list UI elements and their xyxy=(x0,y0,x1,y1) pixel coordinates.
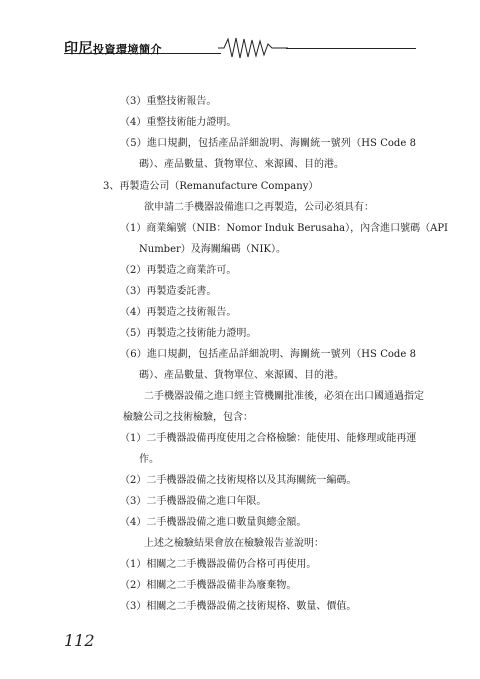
text-line: （1）二手機器設備再度使用之合格檢驗：能使用、能修理或能再運 xyxy=(120,433,417,444)
text-line: 二手機器設備之進口經主管機關批准後，必須在出口國通過指定 xyxy=(144,391,424,402)
text-line: （2）二手機器設備之技術規格以及其海關統一編碼。 xyxy=(120,475,357,486)
text-line: 檢驗公司之技術檢驗，包含： xyxy=(123,412,253,423)
page-number: 112 xyxy=(64,631,95,650)
text-line: 上述之檢驗結果會放在檢驗報告並說明： xyxy=(144,538,324,549)
text-line: （4）二手機器設備之進口數量與總金額。 xyxy=(120,517,307,528)
text-line: 碼）、產品數量、貨物單位、來源國、目的港。 xyxy=(139,370,344,381)
header-title-sub: 投資環境簡介 xyxy=(93,43,162,56)
heartbeat-wave-icon xyxy=(218,36,288,60)
text-line: （4）再製造之技術報告。 xyxy=(120,307,237,318)
text-line: （3）相關之二手機器設備之技術規格、數量、價值。 xyxy=(120,601,357,612)
text-line: 碼）、產品數量、貨物單位、來源國、目的港。 xyxy=(139,159,344,170)
text-line: （3）再製造委託書。 xyxy=(120,286,217,297)
text-line: Number）及海關編碼（NIK）。 xyxy=(139,244,286,255)
text-line: （1）相關之二手機器設備仍合格可再使用。 xyxy=(120,559,317,570)
header-rule-left xyxy=(64,53,221,54)
text-line: （1）商業編號（NIB：Nomor Induk Berusaha），內含進口號碼（API xyxy=(120,223,448,234)
text-line: （4）重整技術能力證明。 xyxy=(120,117,237,128)
text-line: （2）相關之二手機器設備非為廢棄物。 xyxy=(120,580,297,591)
text-line: （5）進口規劃，包括產品詳細說明、海關統一號列（HS Code 8 xyxy=(120,138,416,149)
header-rule-right xyxy=(286,48,416,49)
text-line: （6）進口規劃，包括產品詳細說明、海關統一號列（HS Code 8 xyxy=(120,349,416,360)
text-line: 作。 xyxy=(139,454,159,465)
text-line: 欲申請二手機器設備進口之再製造，公司必須具有： xyxy=(144,202,374,213)
text-line: （2）再製造之商業許可。 xyxy=(120,265,237,276)
section-heading: 3、再製造公司（Remanufacture Company） xyxy=(103,181,319,192)
text-line: （5）再製造之技術能力證明。 xyxy=(120,328,257,339)
text-line: （3）重整技術報告。 xyxy=(120,96,217,107)
header-title xyxy=(64,38,162,58)
text-line: （3）二手機器設備之進口年限。 xyxy=(120,496,267,507)
header-title-main: 印尼 xyxy=(64,41,93,57)
